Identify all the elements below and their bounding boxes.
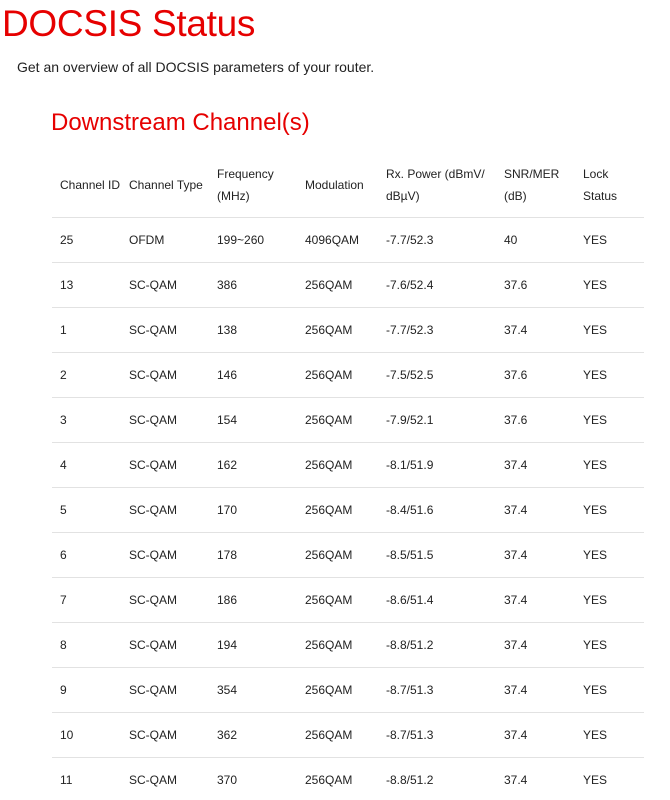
cell-channel-type: OFDM bbox=[121, 218, 209, 263]
table-row bbox=[52, 443, 644, 488]
cell-snr-mer: 37.4 bbox=[496, 533, 575, 578]
cell-frequency: 386 bbox=[209, 263, 305, 308]
cell-channel-type: SC-QAM bbox=[121, 713, 209, 758]
cell-channel-type: SC-QAM bbox=[121, 308, 209, 353]
cell-frequency: 199~260 bbox=[209, 218, 305, 263]
cell-channel-type: SC-QAM bbox=[121, 353, 209, 398]
column-header-channel-id: Channel ID bbox=[52, 152, 121, 218]
page-title: DOCSIS Status bbox=[2, 3, 256, 44]
cell-lock-status: YES bbox=[575, 578, 644, 623]
cell-rx-power: -7.7/52.3 bbox=[378, 308, 496, 353]
cell-channel-id: 7 bbox=[52, 578, 121, 623]
cell-snr-mer: 37.6 bbox=[496, 353, 575, 398]
column-header-frequency: Frequency (MHz) bbox=[209, 152, 305, 218]
cell-channel-id: 10 bbox=[52, 713, 121, 758]
cell-lock-status: YES bbox=[575, 758, 644, 800]
cell-rx-power: -8.8/51.2 bbox=[378, 758, 496, 800]
cell-snr-mer: 37.4 bbox=[496, 713, 575, 758]
cell-channel-type: SC-QAM bbox=[121, 623, 209, 668]
cell-rx-power: -7.5/52.5 bbox=[378, 353, 496, 398]
cell-frequency: 370 bbox=[209, 758, 305, 800]
cell-channel-type: SC-QAM bbox=[121, 578, 209, 623]
cell-channel-id: 4 bbox=[52, 443, 121, 488]
cell-frequency: 146 bbox=[209, 353, 305, 398]
cell-lock-status: YES bbox=[575, 533, 644, 578]
cell-channel-type: SC-QAM bbox=[121, 533, 209, 578]
cell-lock-status: YES bbox=[575, 263, 644, 308]
cell-channel-id: 25 bbox=[52, 218, 121, 263]
cell-channel-type: SC-QAM bbox=[121, 263, 209, 308]
cell-rx-power: -8.4/51.6 bbox=[378, 488, 496, 533]
cell-modulation: 4096QAM bbox=[305, 218, 378, 263]
downstream-table-body bbox=[52, 218, 644, 800]
cell-modulation: 256QAM bbox=[305, 488, 378, 533]
cell-channel-id: 5 bbox=[52, 488, 121, 533]
cell-rx-power: -8.1/51.9 bbox=[378, 443, 496, 488]
cell-rx-power: -8.7/51.3 bbox=[378, 713, 496, 758]
cell-modulation: 256QAM bbox=[305, 758, 378, 800]
table-header-row bbox=[52, 152, 644, 218]
cell-frequency: 194 bbox=[209, 623, 305, 668]
cell-lock-status: YES bbox=[575, 218, 644, 263]
cell-frequency: 362 bbox=[209, 713, 305, 758]
cell-frequency: 186 bbox=[209, 578, 305, 623]
cell-rx-power: -7.9/52.1 bbox=[378, 398, 496, 443]
column-header-lock-status: Lock Status bbox=[575, 152, 644, 218]
cell-rx-power: -8.8/51.2 bbox=[378, 623, 496, 668]
cell-snr-mer: 37.4 bbox=[496, 578, 575, 623]
cell-lock-status: YES bbox=[575, 623, 644, 668]
downstream-channel-table bbox=[52, 152, 644, 800]
cell-modulation: 256QAM bbox=[305, 623, 378, 668]
cell-rx-power: -8.7/51.3 bbox=[378, 668, 496, 713]
cell-rx-power: -7.6/52.4 bbox=[378, 263, 496, 308]
cell-modulation: 256QAM bbox=[305, 263, 378, 308]
cell-lock-status: YES bbox=[575, 398, 644, 443]
cell-frequency: 170 bbox=[209, 488, 305, 533]
cell-snr-mer: 37.4 bbox=[496, 488, 575, 533]
cell-snr-mer: 37.4 bbox=[496, 623, 575, 668]
cell-channel-id: 6 bbox=[52, 533, 121, 578]
cell-channel-type: SC-QAM bbox=[121, 668, 209, 713]
cell-channel-type: SC-QAM bbox=[121, 488, 209, 533]
table-row bbox=[52, 308, 644, 353]
cell-lock-status: YES bbox=[575, 668, 644, 713]
page-subtitle: Get an overview of all DOCSIS parameters of your router. bbox=[17, 59, 375, 75]
cell-frequency: 138 bbox=[209, 308, 305, 353]
table-row bbox=[52, 578, 644, 623]
cell-lock-status: YES bbox=[575, 308, 644, 353]
cell-modulation: 256QAM bbox=[305, 533, 378, 578]
cell-modulation: 256QAM bbox=[305, 443, 378, 488]
table-row bbox=[52, 263, 644, 308]
column-header-rx-power: Rx. Power (dBmV/ dBµV) bbox=[378, 152, 496, 218]
cell-channel-id: 8 bbox=[52, 623, 121, 668]
cell-lock-status: YES bbox=[575, 488, 644, 533]
table-row bbox=[52, 623, 644, 668]
cell-modulation: 256QAM bbox=[305, 713, 378, 758]
cell-frequency: 154 bbox=[209, 398, 305, 443]
cell-rx-power: -8.5/51.5 bbox=[378, 533, 496, 578]
cell-channel-id: 2 bbox=[52, 353, 121, 398]
cell-modulation: 256QAM bbox=[305, 578, 378, 623]
cell-rx-power: -7.7/52.3 bbox=[378, 218, 496, 263]
cell-channel-id: 3 bbox=[52, 398, 121, 443]
cell-modulation: 256QAM bbox=[305, 668, 378, 713]
table-row bbox=[52, 353, 644, 398]
cell-modulation: 256QAM bbox=[305, 353, 378, 398]
downstream-section-title: Downstream Channel(s) bbox=[51, 109, 310, 136]
cell-channel-type: SC-QAM bbox=[121, 758, 209, 800]
cell-snr-mer: 40 bbox=[496, 218, 575, 263]
cell-snr-mer: 37.4 bbox=[496, 443, 575, 488]
cell-modulation: 256QAM bbox=[305, 398, 378, 443]
table-row bbox=[52, 758, 644, 800]
cell-snr-mer: 37.6 bbox=[496, 263, 575, 308]
column-header-snr-mer: SNR/MER (dB) bbox=[496, 152, 575, 218]
cell-snr-mer: 37.6 bbox=[496, 398, 575, 443]
downstream-table-container bbox=[52, 152, 644, 800]
column-header-channel-type: Channel Type bbox=[121, 152, 209, 218]
table-row bbox=[52, 533, 644, 578]
cell-channel-id: 13 bbox=[52, 263, 121, 308]
cell-channel-id: 9 bbox=[52, 668, 121, 713]
cell-frequency: 354 bbox=[209, 668, 305, 713]
cell-lock-status: YES bbox=[575, 353, 644, 398]
table-row bbox=[52, 218, 644, 263]
cell-channel-type: SC-QAM bbox=[121, 398, 209, 443]
column-header-modulation: Modulation bbox=[305, 152, 378, 218]
cell-lock-status: YES bbox=[575, 713, 644, 758]
cell-snr-mer: 37.4 bbox=[496, 308, 575, 353]
cell-frequency: 178 bbox=[209, 533, 305, 578]
cell-snr-mer: 37.4 bbox=[496, 668, 575, 713]
cell-snr-mer: 37.4 bbox=[496, 758, 575, 800]
table-row bbox=[52, 488, 644, 533]
cell-rx-power: -8.6/51.4 bbox=[378, 578, 496, 623]
cell-channel-id: 11 bbox=[52, 758, 121, 800]
table-row bbox=[52, 668, 644, 713]
cell-frequency: 162 bbox=[209, 443, 305, 488]
cell-channel-id: 1 bbox=[52, 308, 121, 353]
table-row bbox=[52, 398, 644, 443]
cell-modulation: 256QAM bbox=[305, 308, 378, 353]
cell-channel-type: SC-QAM bbox=[121, 443, 209, 488]
table-row bbox=[52, 713, 644, 758]
cell-lock-status: YES bbox=[575, 443, 644, 488]
